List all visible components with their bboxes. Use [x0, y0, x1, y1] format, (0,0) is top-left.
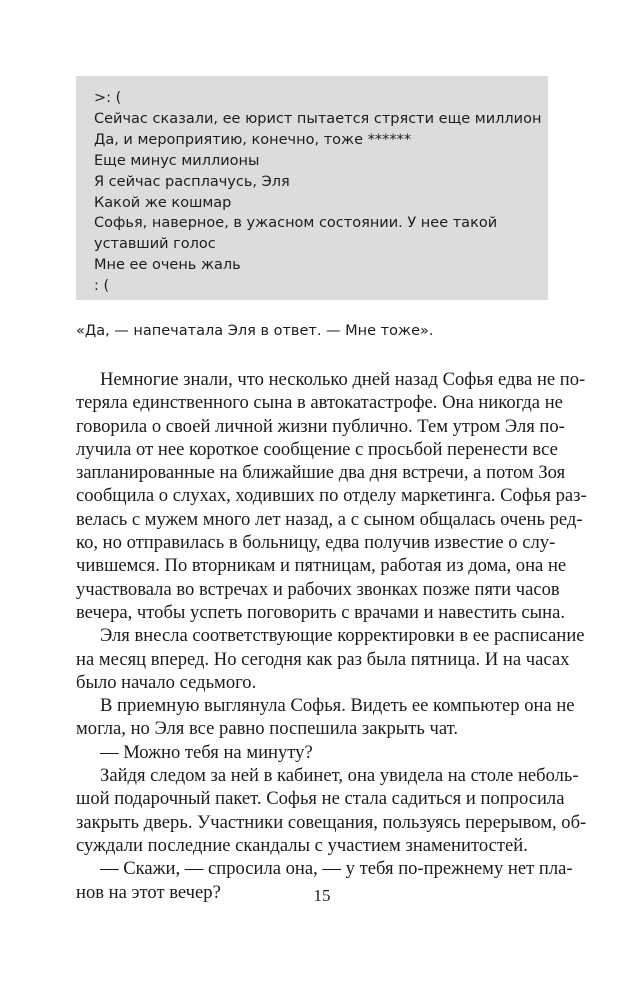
chat-line: Какой же кошмар [94, 194, 232, 211]
text-line: — Можно тебя на минуту? [100, 741, 313, 763]
text-line: Немногие знали, что несколько дней назад Софья едва не по- [100, 369, 586, 390]
text-line: — Скажи, — спросила она, — у тебя по-прежнему нет пла- [100, 858, 573, 880]
text-line: нов на этот вечер? [76, 881, 221, 903]
reply-quote: «Да, — напечатала Эля в ответ. — Мне тоже». [76, 323, 434, 339]
chat-line: : ( [94, 278, 110, 295]
chat-line: Еще минус миллионы [94, 152, 260, 169]
text-line: Зайдя следом за ней в кабинет, она увидела на столе неболь- [100, 765, 579, 787]
text-line: было начало седьмого. [76, 671, 257, 693]
chat-line: >: ( [94, 90, 122, 106]
text-line: на месяц вперед. Но сегодня как раз была пятница. И на часах [76, 648, 570, 670]
chat-line: уставший голос [94, 236, 216, 253]
chat-line: Да, и мероприятию, конечно, тоже ****** [94, 131, 412, 148]
text-line: В приемную выглянула Софья. Видеть ее компьютер она не [100, 695, 575, 717]
chat-line: Сейчас сказали, ее юрист пытается стрясти еще миллион [94, 110, 542, 127]
body-text [76, 368, 587, 904]
chat-message-box [76, 76, 548, 300]
text-line: закрыть дверь. Участники совещания, пользуясь перерывом, об- [76, 811, 587, 833]
text-line: сообщила о слухах, ходивших по отделу маркетинга. Софья раз- [76, 485, 587, 507]
text-line: запланированные на ближайшие два дня встречи, а потом Зоя [76, 462, 566, 484]
text-line: Эля внесла соответствующие корректировки в ее расписание [100, 625, 585, 647]
text-line: шой подарочный пакет. Софья не стала садиться и попросила [76, 788, 565, 810]
chat-line: Софья, наверное, в ужасном состоянии. У нее такой [94, 215, 498, 232]
text-line: суждали последние скандалы с участием знаменитостей. [76, 834, 528, 856]
text-line: участвовала во встречах и рабочих звонках позже пяти часов [76, 578, 560, 600]
text-line: вечера, чтобы успеть поговорить с врачами и навестить сына. [76, 601, 566, 623]
text-line: ко, но отправилась в больницу, едва получив известие о слу- [76, 532, 556, 554]
text-line: говорила о своей личной жизни публично. Тем утром Эля по- [76, 415, 565, 437]
chat-line: Мне ее очень жаль [94, 257, 241, 274]
text-line: теряла единственного сына в автокатастрофе. Она никогда не [76, 392, 563, 414]
text-line: лучила от нее короткое сообщение с просьбой перенести все [76, 438, 558, 460]
text-line: велась с мужем много лет назад, а с сыном общалась очень ред- [76, 508, 583, 530]
page-number: 15 [313, 886, 331, 905]
text-line: чившемся. По вторникам и пятницам, работая из дома, она не [76, 555, 567, 577]
chat-line: Я сейчас расплачусь, Эля [94, 173, 290, 190]
text-line: могла, но Эля все равно поспешила закрыть чат. [76, 718, 459, 740]
